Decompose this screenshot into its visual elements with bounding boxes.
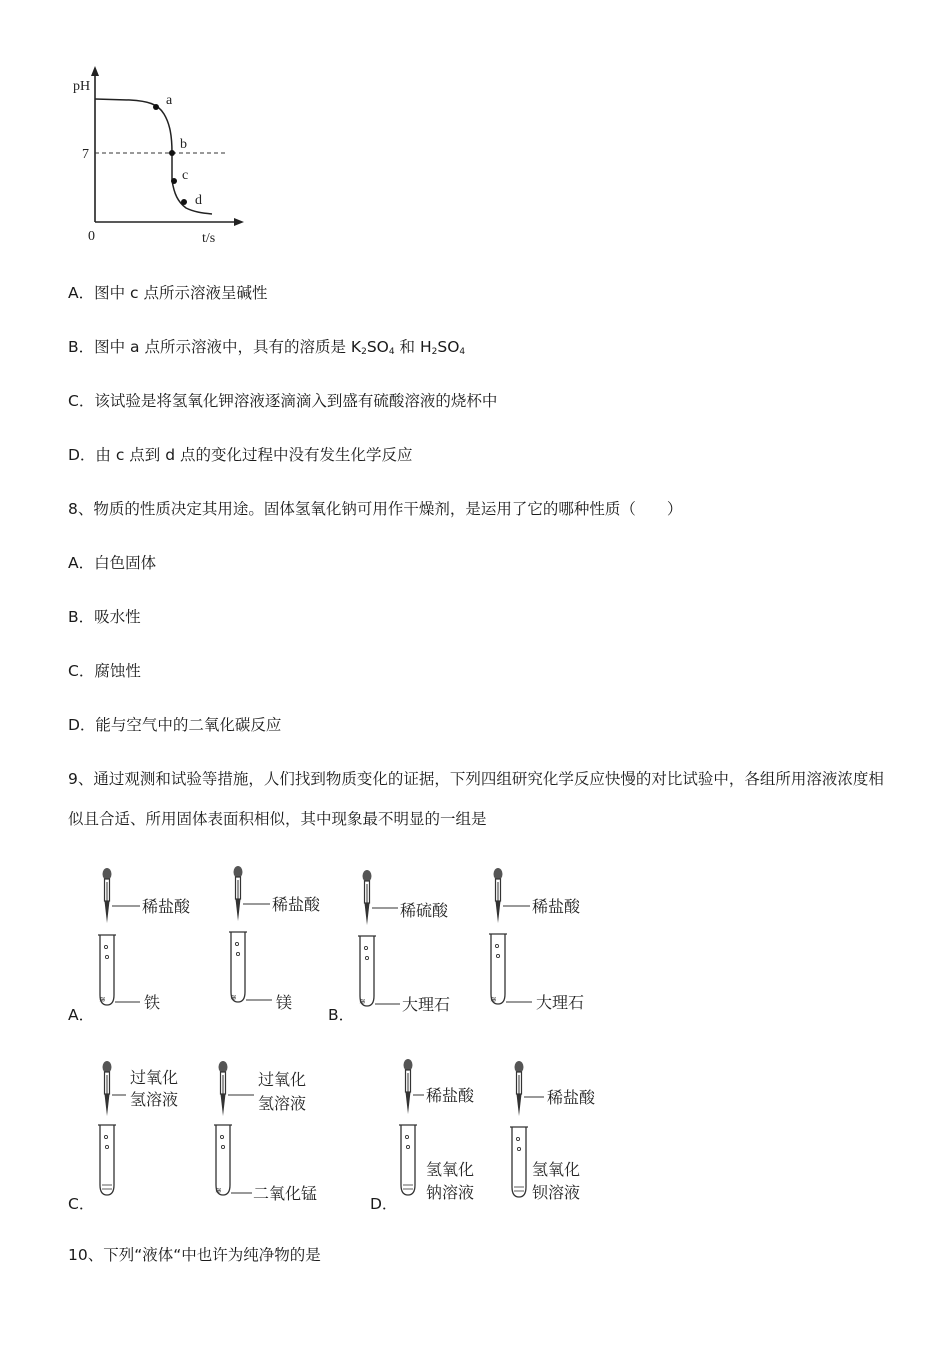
q9-option-d: D． <box>370 1195 398 1213</box>
q9-d-sol-2b: 钡溶液 <box>532 1183 581 1202</box>
x-axis-arrow <box>234 218 244 226</box>
q9-b-dropper-1 <box>363 870 372 925</box>
point-b <box>169 150 175 156</box>
q9-d-sol-2a: 氢氧化 <box>532 1160 581 1179</box>
q7-option-d: D．由 c 点到 d 点的变化过程中没有发生化学反应 <box>68 446 413 464</box>
q7-b-sub2: 4 <box>388 347 395 357</box>
y-axis-arrow <box>91 66 99 76</box>
y-axis-label: pH <box>73 79 91 94</box>
q8-option-c: C．腐蚀性 <box>68 662 141 680</box>
q9-option-c: C． <box>68 1195 95 1213</box>
point-c-label: c <box>182 168 189 183</box>
q9-a-tube-2 <box>229 932 247 1002</box>
point-b-label: b <box>180 137 187 152</box>
q7-b-text: B．图中 a 点所示溶液中，具有的溶质是 K <box>68 338 362 356</box>
q9-b-solid-1: 大理石 <box>402 995 451 1014</box>
q9-b-solid-1-mark: ≋ <box>359 997 366 1006</box>
q9-b-tube-1 <box>358 936 376 1006</box>
q9-d-tube-1 <box>399 1125 417 1195</box>
q8-option-b: B．吸水性 <box>68 608 141 626</box>
q9-d-tube-2 <box>510 1127 528 1197</box>
q10-stem: 10、下列“液体“中也许为纯净物的是 <box>68 1246 321 1264</box>
q9-c-reagent-1a: 过氧化 <box>130 1068 179 1087</box>
q9-d-reagent-1: 稀盐酸 <box>426 1086 475 1105</box>
q9-a-solid-1: 铁 <box>144 993 161 1012</box>
point-c <box>171 178 177 184</box>
q9-c-reagent-2a: 过氧化 <box>258 1070 307 1089</box>
q9-option-b: B． <box>328 1006 355 1024</box>
q9-a-dropper-2 <box>234 866 243 921</box>
q8-stem: 8、物质的性质决定其用途。固体氢氧化钠可用作干燥剂，是运用了它的哪种性质（ ） <box>68 500 683 518</box>
q9-d-dropper-2 <box>515 1061 524 1116</box>
q9-c-dropper-2 <box>219 1061 228 1116</box>
q7-option-b <box>68 337 465 362</box>
q9-a-solid-1-mark: ≋ <box>99 995 106 1004</box>
q9-c-reagent-2b: 氢溶液 <box>258 1094 307 1113</box>
q9-c-tube-1 <box>98 1125 116 1195</box>
q9-c-tube-2 <box>214 1125 232 1195</box>
q9-b-reagent-2: 稀盐酸 <box>532 897 581 916</box>
q9-c-dropper-1 <box>103 1061 112 1116</box>
point-a <box>153 104 159 110</box>
q9-b-tube-2 <box>489 934 507 1004</box>
q7-b-so4-2: SO <box>437 338 460 356</box>
q8-option-d: D．能与空气中的二氧化碳反应 <box>68 716 282 734</box>
q8-option-a: A．白色固体 <box>68 554 157 572</box>
point-a-label: a <box>166 93 173 108</box>
q7-b-and: 和 H <box>394 338 432 356</box>
q7-option-a: A．图中 c 点所示溶液呈碱性 <box>68 284 268 302</box>
q9-c-solid-2: 二氧化锰 <box>253 1184 318 1203</box>
q9-a-reagent-2: 稀盐酸 <box>272 895 321 914</box>
x-axis-label: t/s <box>202 231 216 246</box>
origin-label: 0 <box>88 229 95 244</box>
q9-stem: 9、通过观测和试验等措施，人们找到物质变化的证据，下列四组研究化学反应快慢的对比试验中，各组所用溶液浓度相似且合适、所用固体表面积相似，其中现象最不明显的一组是 <box>68 770 884 828</box>
q7-option-c: C．该试验是将氢氧化钾溶液逐滴滴入到盛有硫酸溶液的烧杯中 <box>68 392 498 410</box>
q9-d-dropper-1 <box>404 1059 413 1114</box>
q9-b-reagent-1: 稀硫酸 <box>400 901 449 920</box>
point-d <box>181 199 187 205</box>
q7-b-sub1: 2 <box>361 347 367 357</box>
q9-b-solid-2: 大理石 <box>536 993 585 1012</box>
q7-b-sub4: 4 <box>459 347 466 357</box>
q9-d-sol-1b: 钠溶液 <box>426 1183 475 1202</box>
q9-d-sol-1a: 氢氧化 <box>426 1160 475 1179</box>
q9-a-reagent-1: 稀盐酸 <box>142 897 191 916</box>
seven-label: 7 <box>82 147 89 162</box>
q9-option-a: A． <box>68 1006 95 1024</box>
ph-titration-graph <box>60 62 260 252</box>
q9-b-dropper-2 <box>494 868 503 923</box>
q9-a-dropper-1 <box>103 868 112 923</box>
q9-row2-figure <box>60 1055 620 1215</box>
q7-b-sub3: 2 <box>431 347 438 357</box>
q9-d-reagent-2: 稀盐酸 <box>547 1088 596 1107</box>
q9-c-reagent-1b: 氢溶液 <box>130 1090 179 1109</box>
q9-a-solid-2: 镁 <box>276 993 293 1012</box>
q9-a-solid-2-mark: ≋ <box>230 993 237 1002</box>
q9-b-solid-2-mark: ≋ <box>490 995 497 1004</box>
q7-b-so4-1: SO <box>366 338 389 356</box>
point-d-label: d <box>195 193 202 208</box>
q9-c-solid-2-mark: ≋ <box>215 1186 222 1195</box>
